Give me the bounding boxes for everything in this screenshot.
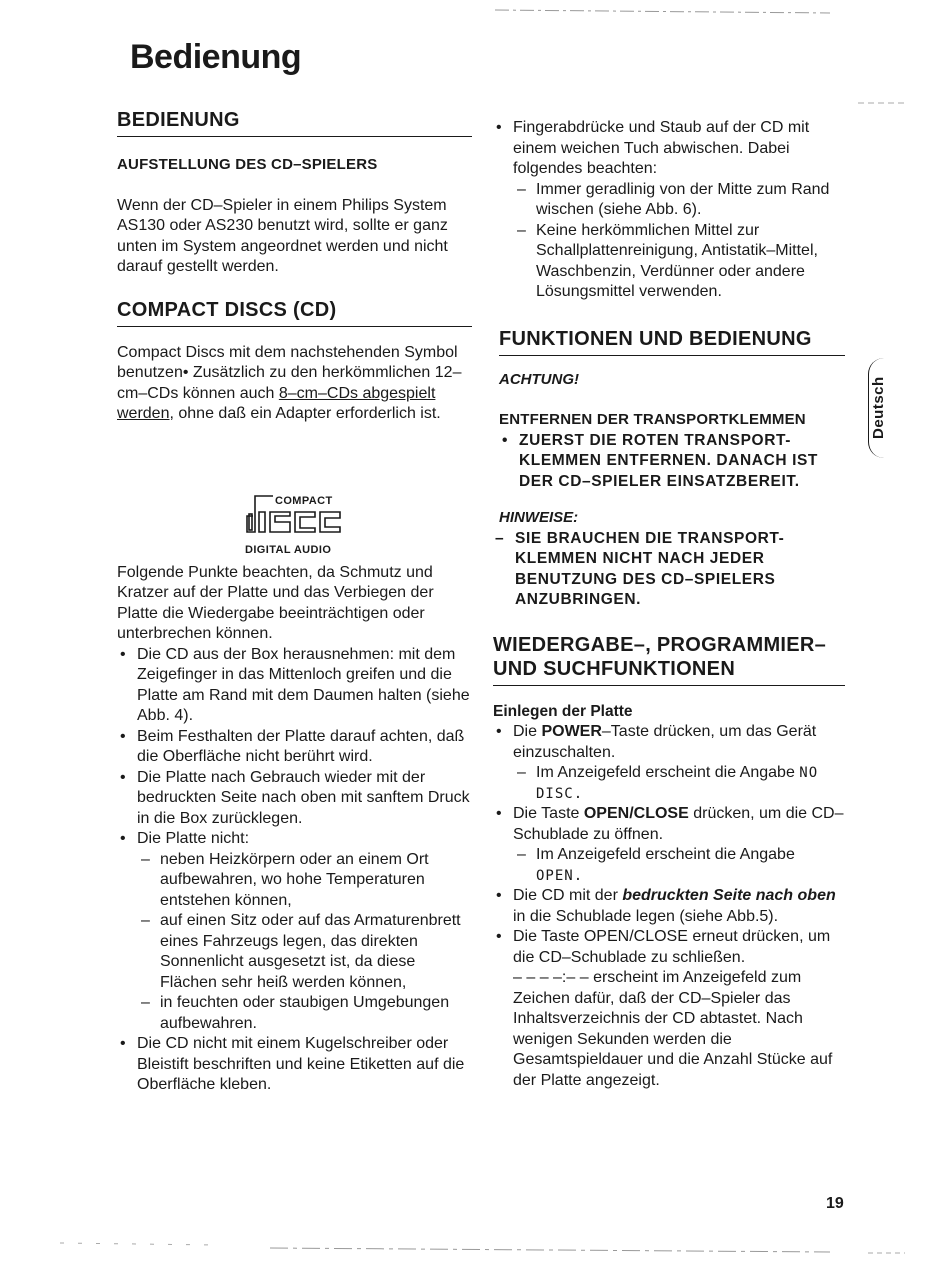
list-item: • Die CD nicht mit einem Kugelschreiber oder Bleistift beschriften und keine Etiketten auf die Oberfläche kleben. — [117, 1034, 472, 1096]
page-title: Bedienung — [130, 38, 302, 76]
b1-dash-text: Im Anzeigefeld erscheint die Angabe — [536, 764, 800, 781]
section-heading-wiedergabe: WIEDERGABE–, PROGRAMMIER– UND SUCHFUNKTIONEN — [493, 633, 845, 686]
display-readout: NO DISC. — [536, 765, 819, 802]
b4-continue-text: erscheint im Anzeigefeld zum Zeichen dafür, daß der CD–Spieler das Inhaltsverzeichnis der CD abtastet. Nach wenigen Sekunden werden die Gesamtspieldauer und die Anzahl Stücke auf der Platte angezeigt. — [513, 969, 833, 1089]
hinweise-label: HINWEISE: — [499, 509, 579, 526]
dash-list — [137, 850, 472, 1035]
display-readout: OPEN. — [536, 867, 584, 884]
section-heading-compact-discs: COMPACT DISCS (CD) — [117, 298, 472, 327]
cd-para-part2: , ohne daß ein Adapter erforderlich ist. — [169, 405, 441, 422]
b1-post: –Taste drücken, um das Gerät einzuschalten. — [513, 723, 817, 761]
language-tab-label: Deutsch — [870, 376, 887, 440]
b3-post: in die Schublade legen (siehe Abb.5). — [513, 907, 779, 925]
b2-bold: OPEN/CLOSE — [583, 805, 689, 822]
b1-bold: POWER — [541, 723, 602, 740]
cd-para-underlined: 8–cm–CDs abgespielt werden — [117, 384, 436, 422]
care-bullet-list — [117, 645, 472, 1096]
hinweise-dash-list — [493, 529, 845, 611]
list-item — [493, 886, 845, 927]
list-item: • ZUERST DIE ROTEN TRANSPORT-KLEMMEN ENTFERNEN. DANACH IST DER CD–SPIELER EINSATZBEREIT. — [499, 431, 845, 493]
right-column — [493, 118, 845, 1091]
page-number: 19 — [826, 1195, 844, 1212]
b3-bold: bedruckten Seite nach oben — [622, 887, 836, 904]
compact-disc-logo — [245, 494, 355, 560]
aufstellung-paragraph: Wenn der CD–Spieler in einem Philips System AS130 oder AS230 benutzt wird, sollte er ganz unten im System angeordnet werden und nicht darauf gestellt werden. — [117, 196, 448, 275]
dash-list — [513, 845, 845, 886]
list-item: • Die CD aus der Box herausnehmen: mit dem Zeigefinger in das Mittenloch greifen und die Platte am Rand mit dem Daumen halten (siehe Abb. 4). — [117, 645, 472, 727]
dash-list — [513, 763, 845, 804]
dash-item: – neben Heizkörpern oder an einem Ort aufbewahren, wo hohe Temperaturen entstehen können, — [137, 850, 472, 912]
subheading-einlegen: Einlegen der Platte — [493, 702, 633, 720]
dash-item: – SIE BRAUCHEN DIE TRANSPORT-KLEMMEN NICHT NACH JEDER BENUTZUNG DES CD–SPIELERS ANZUBRINGEN. — [493, 529, 845, 611]
section-heading-funktionen: FUNKTIONEN UND BEDIENUNG — [499, 327, 845, 356]
b4-text: Die Taste OPEN/CLOSE erneut drücken, um die CD–Schublade zu schließen. — [513, 928, 831, 966]
subheading-aufstellung: AUFSTELLUNG DES CD–SPIELERS — [117, 156, 378, 173]
dash-item — [513, 845, 845, 886]
dash-item: – Keine herkömmlichen Mittel zur Schallplattenreinigung, Antistatik–Mittel, Waschbenzin, Verdünner oder andere Lösungsmittel verwenden. — [513, 221, 845, 303]
section-heading-bedienung: BEDIENUNG — [117, 108, 472, 137]
einlegen-bullet-list — [493, 722, 845, 1091]
b2-dash-text: Im Anzeigefeld erscheint die Angabe — [536, 846, 795, 863]
logo-compact-text: COMPACT — [275, 495, 333, 507]
transport-bullet-list — [499, 431, 845, 493]
list-item: • Beim Festhalten der Platte darauf achten, daß die Oberfläche nicht berührt wird. — [117, 727, 472, 768]
b1-pre: Die — [513, 723, 542, 740]
b2-pre: Die Taste — [513, 805, 584, 822]
b3-pre: Die CD mit der — [513, 887, 623, 904]
achtung-label: ACHTUNG! — [499, 370, 579, 388]
dash-list — [513, 180, 845, 303]
display-readout: – – – –:– – — [513, 969, 589, 986]
list-item: • Die Platte nach Gebrauch wieder mit der bedruckten Seite nach oben mit sanftem Druck in die Box zurücklegen. — [117, 768, 472, 830]
cd-para-part1: Compact Discs mit dem nachstehenden Symbol benutzen• Zusätzlich zu den herkömmlichen 12–cm–CDs können auch — [117, 343, 462, 402]
transport-heading: ENTFERNEN DER TRANSPORTKLEMMEN — [499, 411, 806, 428]
logo-disc-text: disc — [245, 494, 247, 495]
list-item — [493, 118, 845, 303]
list-item — [117, 829, 472, 1034]
compact-discs-paragraph — [117, 343, 472, 425]
dash-item: – Immer geradlinig von der Mitte zum Rand wischen (siehe Abb. 6). — [513, 180, 845, 221]
dash-item: – auf einen Sitz oder auf das Armaturenbrett eines Fahrzeugs legen, das direkten Sonnenlicht ausgesetzt ist, da diese Flächen sehr heiß werden können, — [137, 911, 472, 993]
cleaning-bullet-list — [493, 118, 845, 303]
cleaning-text: Fingerabdrücke und Staub auf der CD mit einem weichen Tuch abwischen. Dabei folgendes beachten: — [513, 119, 810, 177]
care-intro-paragraph: Folgende Punkte beachten, da Schmutz und Kratzer auf der Platte und das Verbiegen der Platte die Wiedergabe beeinträchtigen oder unterbrechen können. — [117, 563, 434, 642]
logo-digital-audio-text: DIGITAL AUDIO — [245, 544, 332, 556]
list-item — [493, 804, 845, 886]
dash-item: – in feuchten oder staubigen Umgebungen aufbewahren. — [137, 993, 472, 1034]
dash-item — [513, 763, 845, 804]
list-item-text: Die Platte nicht: — [137, 830, 250, 847]
b2-post: drücken, um die CD–Schublade zu öffnen. — [513, 805, 844, 843]
list-item — [493, 722, 845, 804]
left-column — [117, 108, 472, 1096]
list-item — [493, 927, 845, 1091]
